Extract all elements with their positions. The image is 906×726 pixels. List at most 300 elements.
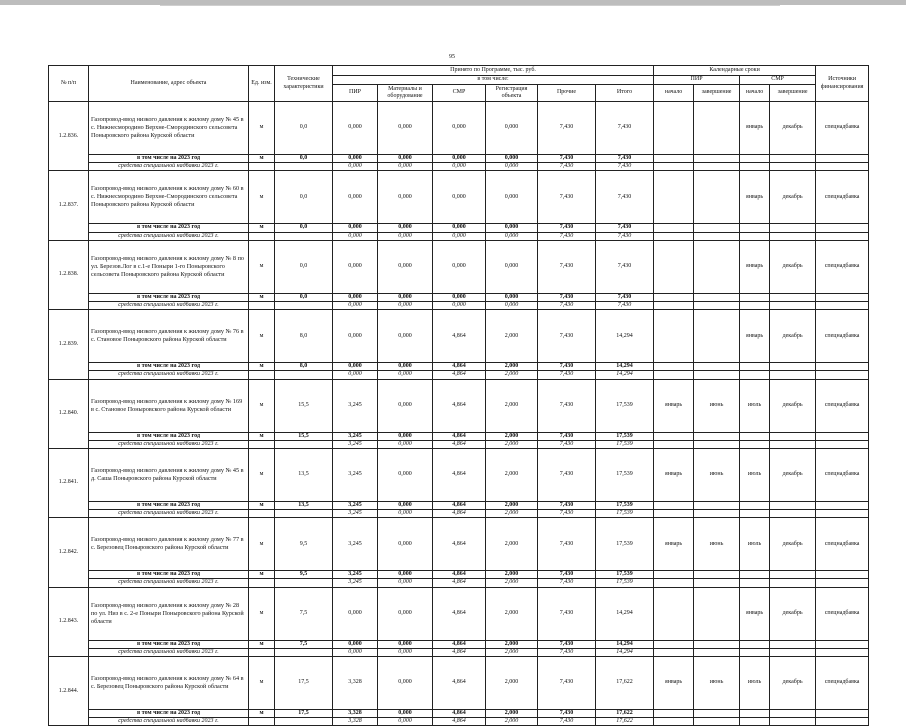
total-smr: 4,864 [433, 710, 486, 718]
item-number: 1.2.842. [49, 518, 89, 587]
table-row-special [49, 163, 869, 171]
col-program-group: Принято по Программе, тыс. руб. [333, 66, 654, 76]
special-other: 7,430 [538, 232, 596, 240]
item-number: 1.2.843. [49, 587, 89, 656]
total-registration: 2,000 [486, 640, 538, 648]
special-label: средства специальной надбавки 2023 г. [89, 371, 249, 379]
special-total: 17,539 [596, 510, 654, 518]
total-smr: 4,864 [433, 571, 486, 579]
item-unit: м [249, 171, 275, 224]
table-row-total [49, 363, 869, 371]
special-registration: 0,000 [486, 301, 538, 309]
empty-cell [694, 155, 740, 163]
special-registration: 2,000 [486, 440, 538, 448]
table-row [49, 310, 869, 363]
item-pir-start [654, 171, 694, 224]
empty-cell [770, 501, 816, 509]
item-pir-start [654, 310, 694, 363]
empty-cell [275, 718, 333, 726]
table-row [49, 171, 869, 224]
empty-cell [816, 510, 869, 518]
total-label: в том числе на 2023 год [89, 571, 249, 579]
special-smr: 4,864 [433, 440, 486, 448]
special-pir: 3,328 [333, 718, 378, 726]
empty-cell [275, 371, 333, 379]
total-unit: м [249, 293, 275, 301]
empty-cell [770, 710, 816, 718]
total-pir: 0,000 [333, 363, 378, 371]
item-smr-start: июль [740, 518, 770, 571]
item-name: Газопровод-ввод низкого давления к жилому дому № 76 в с. Становое Поныровского района Курской области [89, 310, 249, 363]
special-materials: 0,000 [378, 371, 433, 379]
total-total: 17,539 [596, 432, 654, 440]
item-source: спецнадбавка [816, 102, 869, 155]
item-smr-end: декабрь [770, 518, 816, 571]
total-tech: 7,5 [275, 640, 333, 648]
special-registration: 2,000 [486, 510, 538, 518]
total-unit: м [249, 501, 275, 509]
total-tech: 9,5 [275, 571, 333, 579]
item-smr: 4,864 [433, 587, 486, 640]
item-total: 17,539 [596, 448, 654, 501]
item-materials: 0,000 [378, 379, 433, 432]
item-smr-start: январь [740, 102, 770, 155]
empty-cell [816, 640, 869, 648]
item-total: 17,539 [596, 379, 654, 432]
table-body [49, 102, 869, 726]
empty-cell [740, 440, 770, 448]
empty-cell [249, 510, 275, 518]
item-smr-end: декабрь [770, 240, 816, 293]
total-total: 14,294 [596, 363, 654, 371]
item-registration: 0,000 [486, 102, 538, 155]
item-total: 7,430 [596, 171, 654, 224]
total-materials: 0,000 [378, 571, 433, 579]
item-tech: 8,0 [275, 310, 333, 363]
empty-cell [770, 510, 816, 518]
empty-cell [654, 710, 694, 718]
item-registration: 2,000 [486, 379, 538, 432]
total-registration: 2,000 [486, 571, 538, 579]
total-smr: 0,000 [433, 293, 486, 301]
empty-cell [249, 648, 275, 656]
col-incl: в том числе: [333, 76, 654, 85]
item-smr-start: июль [740, 448, 770, 501]
empty-cell [770, 371, 816, 379]
special-pir: 3,245 [333, 510, 378, 518]
table-row-special [49, 232, 869, 240]
item-total: 17,622 [596, 657, 654, 710]
special-total: 17,539 [596, 579, 654, 587]
col-materials: Материалы и оборудование [378, 85, 433, 102]
item-registration: 2,000 [486, 448, 538, 501]
page-number: 95 [449, 54, 455, 60]
item-unit: м [249, 240, 275, 293]
special-materials: 0,000 [378, 579, 433, 587]
total-smr: 0,000 [433, 224, 486, 232]
item-pir: 0,000 [333, 310, 378, 363]
empty-cell [740, 510, 770, 518]
item-other: 7,430 [538, 240, 596, 293]
item-pir-end: июнь [694, 379, 740, 432]
col-tech: Технические характеристики [275, 66, 333, 102]
col-other: Прочие [538, 85, 596, 102]
total-label: в том числе на 2023 год [89, 501, 249, 509]
item-number: 1.2.838. [49, 240, 89, 309]
total-tech: 0,0 [275, 155, 333, 163]
col-calendar: Календарные сроки [654, 66, 816, 76]
empty-cell [740, 648, 770, 656]
empty-cell [770, 224, 816, 232]
empty-cell [816, 371, 869, 379]
table-row-special [49, 301, 869, 309]
empty-cell [816, 224, 869, 232]
item-pir: 3,328 [333, 657, 378, 710]
special-total: 17,539 [596, 440, 654, 448]
item-tech: 0,0 [275, 171, 333, 224]
item-name: Газопровод-ввод низкого давления к жилому дому № 64 в с. Березовец Поныровского района Курской области [89, 657, 249, 710]
special-smr: 0,000 [433, 301, 486, 309]
empty-cell [654, 648, 694, 656]
total-unit: м [249, 571, 275, 579]
scan-line [160, 5, 780, 6]
item-smr: 4,864 [433, 310, 486, 363]
empty-cell [275, 232, 333, 240]
total-total: 7,430 [596, 155, 654, 163]
empty-cell [740, 363, 770, 371]
total-registration: 2,000 [486, 710, 538, 718]
special-materials: 0,000 [378, 510, 433, 518]
item-smr-end: декабрь [770, 448, 816, 501]
table-row-total [49, 640, 869, 648]
total-smr: 4,864 [433, 432, 486, 440]
item-other: 7,430 [538, 587, 596, 640]
total-total: 17,539 [596, 501, 654, 509]
item-registration: 2,000 [486, 657, 538, 710]
total-smr: 4,864 [433, 640, 486, 648]
empty-cell [694, 371, 740, 379]
total-total: 17,539 [596, 571, 654, 579]
empty-cell [694, 640, 740, 648]
empty-cell [770, 363, 816, 371]
empty-cell [694, 293, 740, 301]
empty-cell [694, 510, 740, 518]
empty-cell [770, 432, 816, 440]
special-label: средства специальной надбавки 2023 г. [89, 163, 249, 171]
table-row [49, 379, 869, 432]
empty-cell [249, 163, 275, 171]
item-unit: м [249, 448, 275, 501]
empty-cell [275, 301, 333, 309]
special-registration: 2,000 [486, 579, 538, 587]
item-registration: 2,000 [486, 310, 538, 363]
item-registration: 2,000 [486, 518, 538, 571]
col-total: Итого [596, 85, 654, 102]
table-row-special [49, 579, 869, 587]
special-other: 7,430 [538, 718, 596, 726]
empty-cell [694, 710, 740, 718]
empty-cell [816, 293, 869, 301]
empty-cell [654, 232, 694, 240]
table-row [49, 587, 869, 640]
item-smr-start: январь [740, 171, 770, 224]
total-materials: 0,000 [378, 501, 433, 509]
item-smr: 0,000 [433, 171, 486, 224]
table-row [49, 102, 869, 155]
table-row-special [49, 371, 869, 379]
total-materials: 0,000 [378, 155, 433, 163]
item-smr: 0,000 [433, 240, 486, 293]
item-materials: 0,000 [378, 448, 433, 501]
empty-cell [249, 440, 275, 448]
table-row [49, 518, 869, 571]
total-pir: 0,000 [333, 224, 378, 232]
total-other: 7,430 [538, 710, 596, 718]
empty-cell [740, 501, 770, 509]
special-pir: 0,000 [333, 232, 378, 240]
special-label: средства специальной надбавки 2023 г. [89, 579, 249, 587]
total-other: 7,430 [538, 640, 596, 648]
total-pir: 3,245 [333, 501, 378, 509]
empty-cell [694, 718, 740, 726]
total-registration: 2,000 [486, 363, 538, 371]
item-tech: 17,5 [275, 657, 333, 710]
empty-cell [249, 371, 275, 379]
empty-cell [770, 163, 816, 171]
empty-cell [694, 224, 740, 232]
special-label: средства специальной надбавки 2023 г. [89, 232, 249, 240]
empty-cell [654, 440, 694, 448]
total-materials: 0,000 [378, 363, 433, 371]
col-cal-smr: СМР [740, 76, 816, 85]
empty-cell [654, 371, 694, 379]
total-materials: 0,000 [378, 432, 433, 440]
item-smr-start: июль [740, 379, 770, 432]
empty-cell [816, 501, 869, 509]
item-tech: 13,5 [275, 448, 333, 501]
empty-cell [770, 718, 816, 726]
special-other: 7,430 [538, 579, 596, 587]
total-tech: 13,5 [275, 501, 333, 509]
item-pir-end: июнь [694, 657, 740, 710]
item-registration: 0,000 [486, 240, 538, 293]
item-pir: 0,000 [333, 240, 378, 293]
special-smr: 0,000 [433, 232, 486, 240]
empty-cell [816, 363, 869, 371]
special-other: 7,430 [538, 371, 596, 379]
total-other: 7,430 [538, 224, 596, 232]
table-row-total [49, 501, 869, 509]
empty-cell [740, 710, 770, 718]
table-row [49, 657, 869, 710]
empty-cell [654, 501, 694, 509]
item-smr: 4,864 [433, 657, 486, 710]
item-pir: 3,245 [333, 518, 378, 571]
item-unit: м [249, 657, 275, 710]
item-unit: м [249, 102, 275, 155]
empty-cell [770, 440, 816, 448]
empty-cell [770, 640, 816, 648]
special-registration: 2,000 [486, 648, 538, 656]
total-label: в том числе на 2023 год [89, 293, 249, 301]
item-smr: 4,864 [433, 448, 486, 501]
item-other: 7,430 [538, 102, 596, 155]
empty-cell [694, 232, 740, 240]
total-other: 7,430 [538, 155, 596, 163]
item-number: 1.2.837. [49, 171, 89, 240]
item-tech: 9,5 [275, 518, 333, 571]
empty-cell [816, 440, 869, 448]
item-total: 7,430 [596, 102, 654, 155]
item-source: спецнадбавка [816, 518, 869, 571]
item-other: 7,430 [538, 448, 596, 501]
item-pir: 0,000 [333, 587, 378, 640]
special-smr: 0,000 [433, 163, 486, 171]
empty-cell [694, 648, 740, 656]
total-total: 7,430 [596, 293, 654, 301]
empty-cell [740, 224, 770, 232]
special-total: 17,622 [596, 718, 654, 726]
item-source: спецнадбавка [816, 657, 869, 710]
empty-cell [275, 163, 333, 171]
total-smr: 4,864 [433, 501, 486, 509]
empty-cell [275, 648, 333, 656]
item-smr-start: январь [740, 310, 770, 363]
item-pir-start [654, 240, 694, 293]
special-pir: 0,000 [333, 371, 378, 379]
empty-cell [275, 579, 333, 587]
total-unit: м [249, 224, 275, 232]
item-materials: 0,000 [378, 518, 433, 571]
col-pir-end: завершение [694, 85, 740, 102]
table-header [49, 66, 869, 102]
item-smr-end: декабрь [770, 379, 816, 432]
empty-cell [275, 510, 333, 518]
empty-cell [770, 232, 816, 240]
item-smr: 4,864 [433, 379, 486, 432]
empty-cell [654, 640, 694, 648]
special-other: 7,430 [538, 163, 596, 171]
item-smr-end: декабрь [770, 310, 816, 363]
total-label: в том числе на 2023 год [89, 640, 249, 648]
empty-cell [770, 293, 816, 301]
total-label: в том числе на 2023 год [89, 710, 249, 718]
total-label: в том числе на 2023 год [89, 432, 249, 440]
special-pir: 3,245 [333, 440, 378, 448]
empty-cell [654, 163, 694, 171]
table-row-special [49, 718, 869, 726]
item-source: спецнадбавка [816, 240, 869, 293]
empty-cell [816, 155, 869, 163]
item-smr-end: декабрь [770, 657, 816, 710]
total-registration: 0,000 [486, 155, 538, 163]
col-pir-start: начало [654, 85, 694, 102]
special-other: 7,430 [538, 648, 596, 656]
special-label: средства специальной надбавки 2023 г. [89, 510, 249, 518]
empty-cell [740, 640, 770, 648]
empty-cell [740, 579, 770, 587]
total-other: 7,430 [538, 571, 596, 579]
item-pir: 3,245 [333, 379, 378, 432]
empty-cell [740, 293, 770, 301]
empty-cell [249, 579, 275, 587]
total-label: в том числе на 2023 год [89, 224, 249, 232]
empty-cell [654, 510, 694, 518]
empty-cell [654, 718, 694, 726]
item-tech: 0,0 [275, 240, 333, 293]
table-row-total [49, 155, 869, 163]
empty-cell [694, 432, 740, 440]
total-other: 7,430 [538, 293, 596, 301]
empty-cell [694, 579, 740, 587]
item-pir: 0,000 [333, 102, 378, 155]
empty-cell [816, 579, 869, 587]
col-name: Наименование, адрес объекта [89, 66, 249, 102]
empty-cell [816, 710, 869, 718]
item-materials: 0,000 [378, 657, 433, 710]
item-smr-end: декабрь [770, 171, 816, 224]
total-materials: 0,000 [378, 293, 433, 301]
total-unit: м [249, 710, 275, 718]
special-other: 7,430 [538, 301, 596, 309]
total-registration: 0,000 [486, 224, 538, 232]
total-pir: 0,000 [333, 155, 378, 163]
item-registration: 2,000 [486, 587, 538, 640]
item-pir-end [694, 310, 740, 363]
item-tech: 0,0 [275, 102, 333, 155]
empty-cell [249, 301, 275, 309]
total-registration: 2,000 [486, 501, 538, 509]
table-row-total [49, 224, 869, 232]
item-name: Газопровод-ввод низкого давления к жилому дому № 169 в с. Становое Поныровского района Курской области [89, 379, 249, 432]
item-name: Газопровод-ввод низкого давления к жилому дому № 77 в с. Березовец Поныровского района Курской области [89, 518, 249, 571]
special-pir: 3,245 [333, 579, 378, 587]
item-unit: м [249, 587, 275, 640]
item-other: 7,430 [538, 379, 596, 432]
col-smr: СМР [433, 85, 486, 102]
program-table [48, 65, 869, 726]
col-num: № п/п [49, 66, 89, 102]
empty-cell [816, 163, 869, 171]
item-smr-start: июль [740, 657, 770, 710]
special-total: 14,294 [596, 371, 654, 379]
special-materials: 0,000 [378, 163, 433, 171]
item-number: 1.2.841. [49, 448, 89, 517]
item-pir-start [654, 102, 694, 155]
item-name: Газопровод-ввод низкого давления к жилому дому № 45 в д. Саша Поныровского района Курской области [89, 448, 249, 501]
item-source: спецнадбавка [816, 448, 869, 501]
total-pir: 0,000 [333, 293, 378, 301]
empty-cell [654, 363, 694, 371]
total-registration: 2,000 [486, 432, 538, 440]
empty-cell [816, 301, 869, 309]
empty-cell [816, 648, 869, 656]
special-other: 7,430 [538, 440, 596, 448]
total-other: 7,430 [538, 501, 596, 509]
table-row-special [49, 510, 869, 518]
item-total: 14,294 [596, 310, 654, 363]
item-smr-start: январь [740, 240, 770, 293]
item-other: 7,430 [538, 310, 596, 363]
empty-cell [654, 579, 694, 587]
total-pir: 0,000 [333, 640, 378, 648]
special-total: 7,430 [596, 301, 654, 309]
empty-cell [770, 648, 816, 656]
special-pir: 0,000 [333, 648, 378, 656]
empty-cell [249, 232, 275, 240]
special-total: 7,430 [596, 232, 654, 240]
item-unit: м [249, 518, 275, 571]
